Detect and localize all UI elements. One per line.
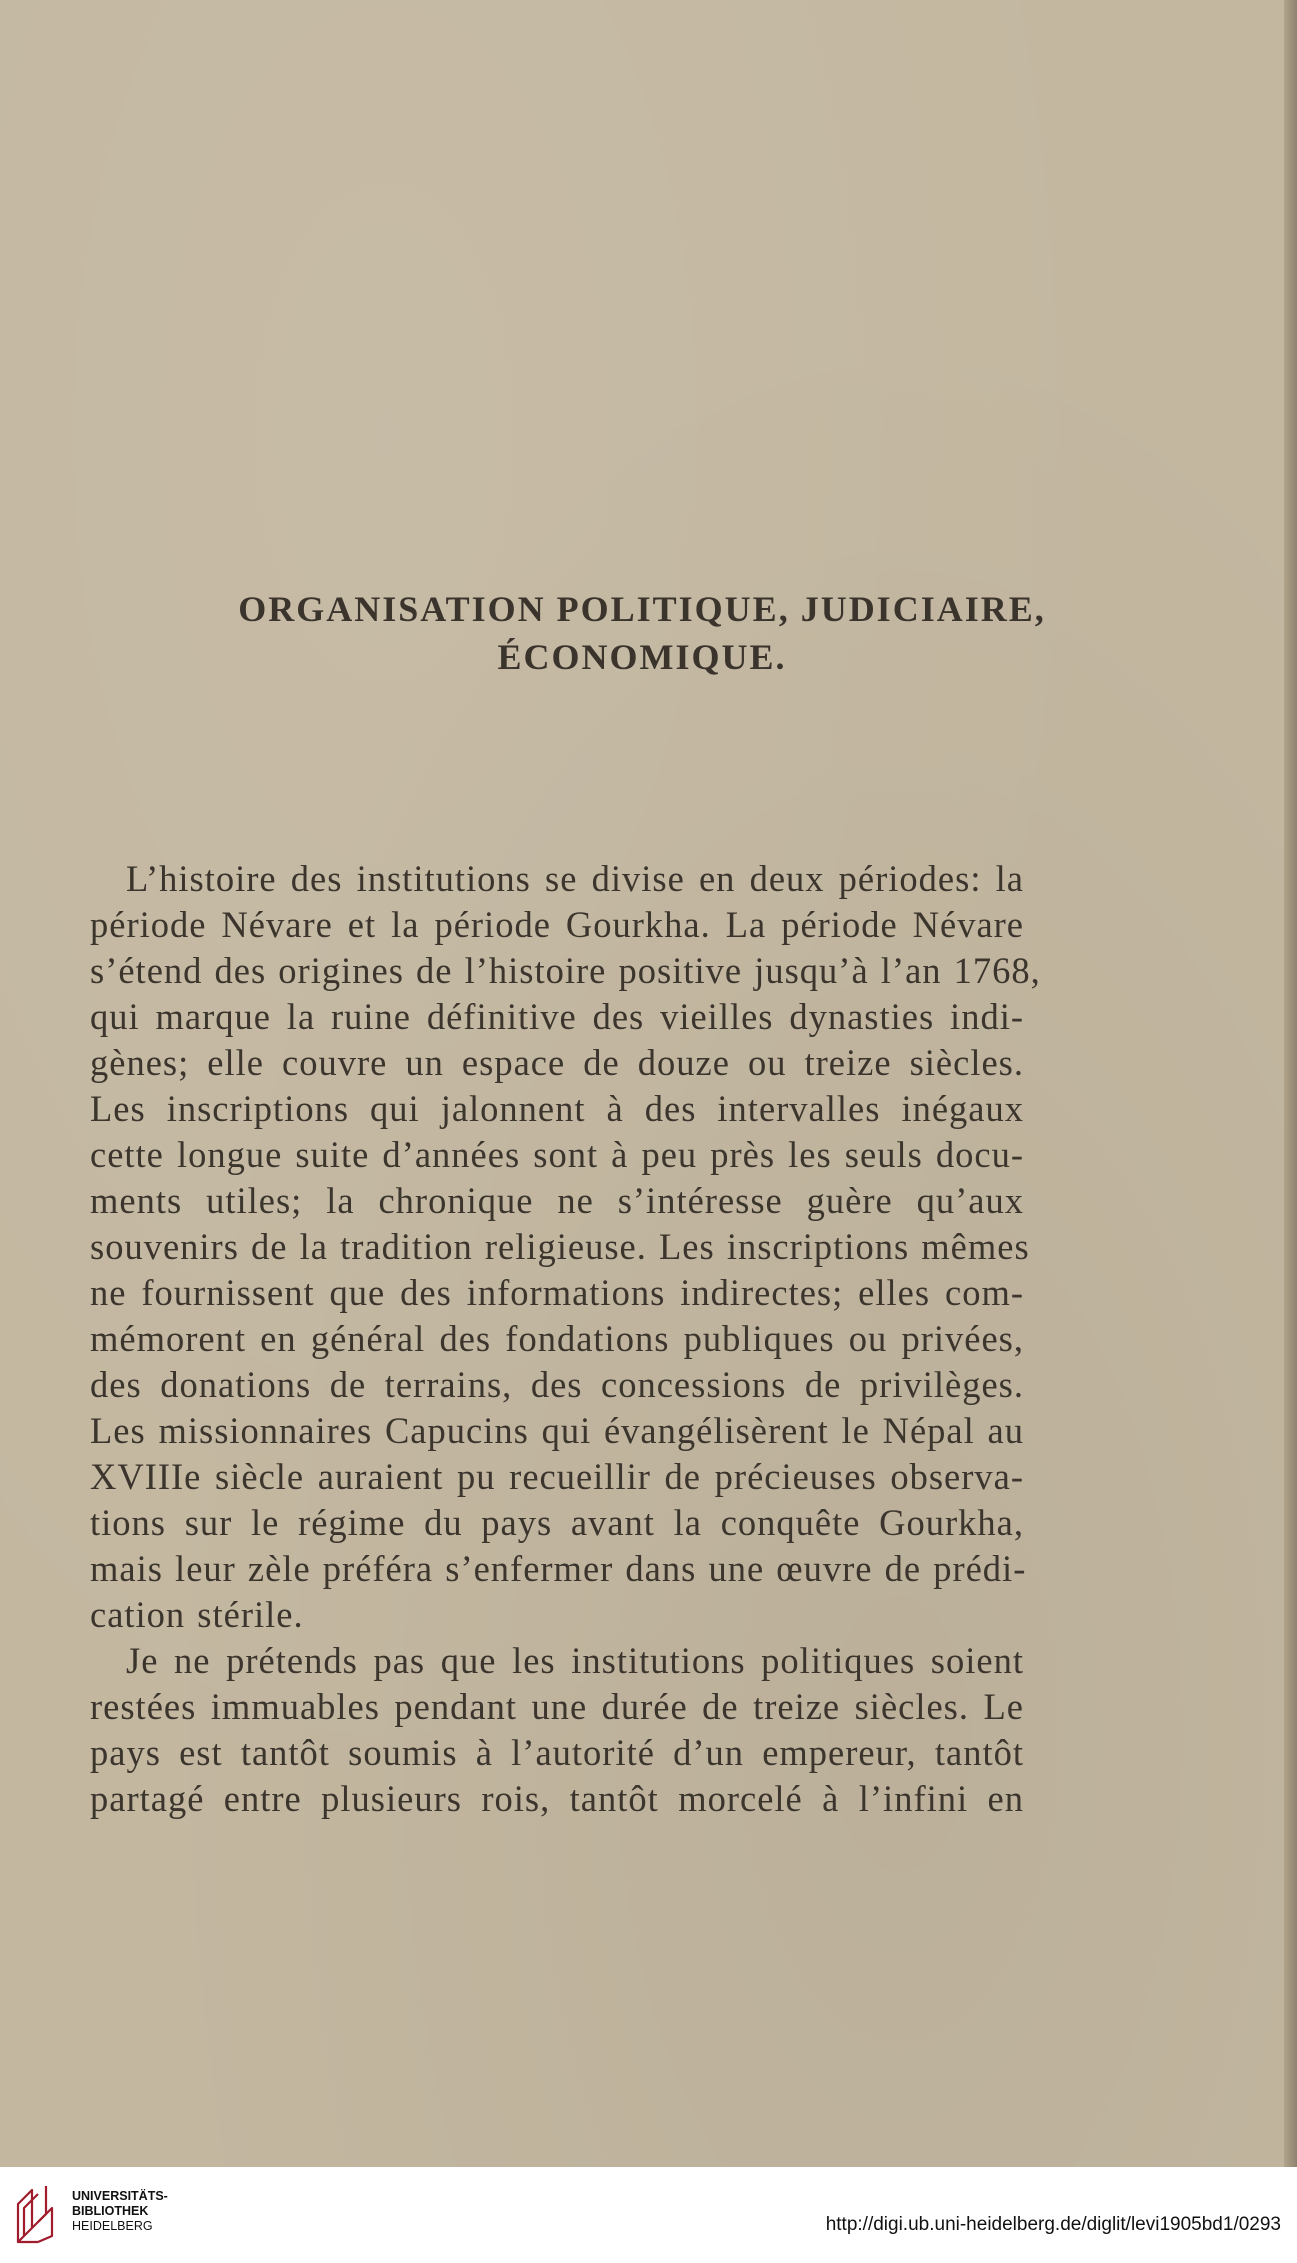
text-line: Je ne prétends pas que les institutions politiques soient [126,1640,1024,1681]
text-line: période Névare et la période Gourkha. La période Névare [90,904,1024,945]
text-line: mémorent en général des fondations publiques ou privées, [90,1318,1024,1359]
library-name [72,2189,168,2234]
text-line: gènes; elle couvre un espace de douze ou treize siècles. [90,1042,1024,1083]
text-line: pays est tantôt soumis à l’autorité d’un empereur, tantôt [90,1732,1024,1773]
text-line: souvenirs de la tradition religieuse. Les inscriptions mêmes [90,1226,1030,1267]
library-name-line3: HEIDELBERG [72,2219,153,2233]
text-line: des donations de terrains, des concessions de privilèges. [90,1364,1024,1405]
page-edge [1284,0,1297,2167]
library-name-line1: UNIVERSITÄTS- [72,2189,168,2203]
text-line: tions sur le régime du pays avant la conquête Gourkha, [90,1502,1024,1543]
text-line: Les inscriptions qui jalonnent à des intervalles inégaux [90,1088,1024,1129]
text-line: s’étend des origines de l’histoire positive jusqu’à l’an 1768, [90,950,1041,991]
text-line: L’histoire des institutions se divise en deux périodes: la [126,858,1024,899]
text-line: ne fournissent que des informations indirectes; elles com- [90,1272,1024,1313]
library-name-line2: BIBLIOTHEK [72,2204,149,2218]
text-line: ments utiles; la chronique ne s’intéresse guère qu’aux [90,1180,1024,1221]
chapter-title-line1: ORGANISATION POLITIQUE, JUDICIAIRE, [238,589,1046,629]
text-line: cation stérile. [90,1594,304,1635]
text-line: Les missionnaires Capucins qui évangélisèrent le Népal au [90,1410,1024,1451]
heidelberg-library-logo-icon [14,2182,58,2246]
text-line: partagé entre plusieurs rois, tantôt morcelé à l’infini en [90,1778,1024,1819]
text-line: restées immuables pendant une durée de treize siècles. Le [90,1686,1024,1727]
text-line: mais leur zèle préféra s’enfermer dans une œuvre de prédi- [90,1548,1027,1589]
chapter-title-line2: ÉCONOMIQUE. [497,637,787,677]
text-line: cette longue suite d’années sont à peu près les seuls docu- [90,1134,1024,1175]
text-line: XVIIIe siècle auraient pu recueillir de précieuses observa- [90,1456,1024,1497]
text-line: qui marque la ruine définitive des vieilles dynasties indi- [90,996,1024,1037]
source-url[interactable]: http://digi.ub.uni-heidelberg.de/diglit/levi1905bd1/0293 [825,2214,1281,2235]
